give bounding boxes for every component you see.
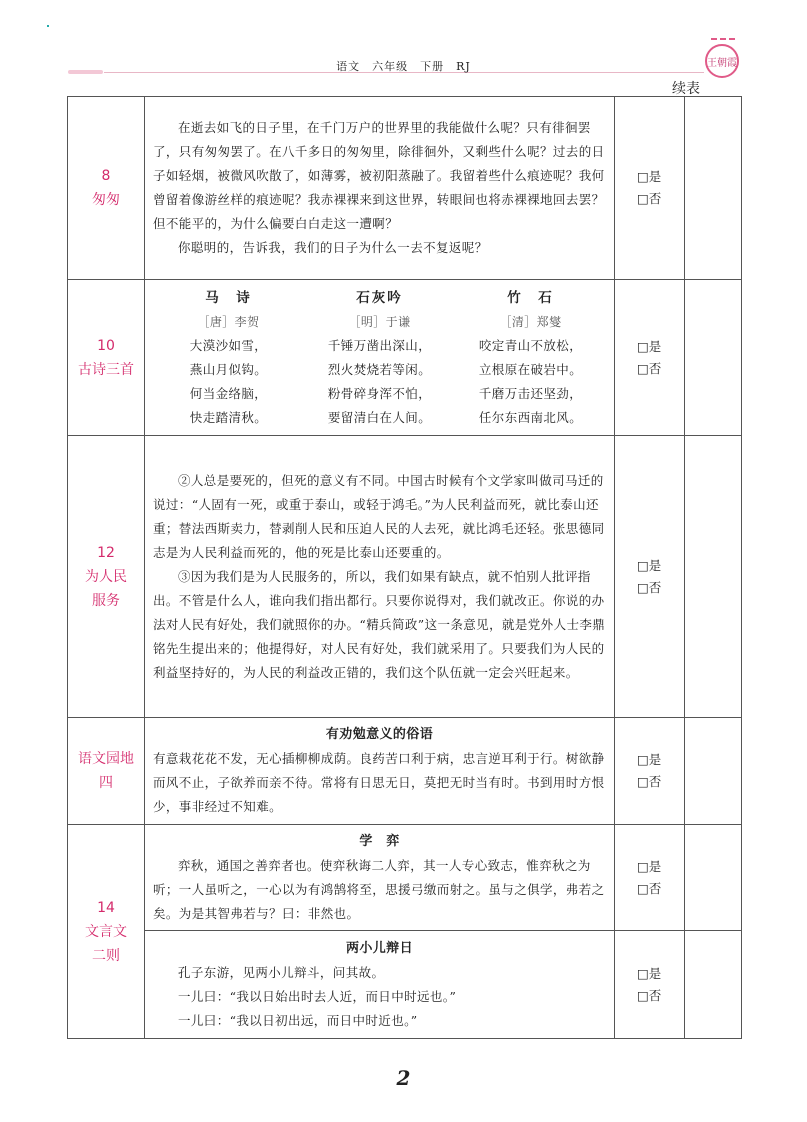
poem-line: 千磨万击还坚劲， [478, 385, 583, 401]
table-row [68, 436, 742, 718]
lesson-number: 10 [97, 337, 115, 354]
checkbox-no[interactable]: □否 [637, 880, 662, 896]
checkbox-yes[interactable]: □是 [637, 965, 662, 981]
continued-label: 续表 [672, 81, 700, 97]
poem-line: 何当金络脑， [189, 385, 268, 401]
passage-paragraph: 你聪明的，告诉我，我们的日子为什么一去不复返呢？ [178, 240, 488, 255]
checkbox-no[interactable]: □否 [637, 774, 662, 789]
poem-line: 任尔东西南北风。 [478, 409, 583, 425]
passage-cell [145, 436, 615, 718]
lesson-title: 服务 [92, 592, 120, 609]
poem-line: 要留清白在人间。 [327, 409, 432, 425]
passage-paragraph: ③因为我们是为人民服务的，所以，我们如果有缺点，就不怕别人批评指出。不管是什么人，谁向我们指出都行。只要你说得对，我们就改正。你说的办法对人民有好处，我们就照你的办。“精兵简政”这一条意见，就是党外人士李鼎铭先生提出来的；他提得好，对人民有好处，我们就采用了。只要我们为人民的利益坚持好的，为人民的利益改正错的，我们这个队伍就一定会兴旺起来。 [153, 568, 606, 680]
section-title: 学 弈 [359, 833, 400, 849]
section-title: 两小儿辩日 [345, 940, 413, 956]
passage-paragraph: 有意栽花花不发，无心插柳柳成荫。良药苦口利于病，忠言逆耳利于行。树欲静而风不止，子欲养而亲不待。常将有日思无日，莫把无时当有时。书到用时方恨少，事非经过不知难。 [153, 751, 605, 814]
checkbox-yes[interactable]: □是 [637, 752, 662, 767]
table-row [68, 97, 742, 280]
poem-title: 石灰吟 [356, 289, 403, 306]
checkbox-cell [615, 280, 685, 436]
checkbox-no[interactable]: □否 [637, 579, 662, 595]
blank-cell [685, 280, 742, 436]
lesson-title: 语文园地 [78, 751, 134, 767]
passage-line: 一儿曰：“我以日始出时去人近，而日中时远也。” [178, 988, 457, 1004]
poem-line: 燕山月似钩。 [189, 361, 268, 377]
poem-author: ［唐］李贺 [197, 314, 260, 329]
lesson-label [68, 436, 145, 718]
lesson-number: 12 [97, 544, 115, 561]
checkbox-cell [615, 718, 685, 825]
lesson-number: 8 [101, 168, 111, 184]
blank-cell [685, 825, 742, 931]
poem-line: 快走踏清秋。 [189, 409, 268, 425]
lesson-number: 14 [97, 899, 115, 916]
passage-paragraph: 弈秋，通国之善弈者也。使弈秋诲二人弈，其一人专心致志，惟弈秋之为听；一人虽听之，一心以为有鸿鹄将至，思援弓缴而射之。虽与之俱学，弗若之矣。为是其智弗若与？曰：非然也。 [153, 857, 605, 921]
publisher-logo [705, 44, 739, 78]
blank-cell [685, 718, 742, 825]
blank-cell [685, 436, 742, 718]
checkbox-cell [615, 97, 685, 280]
passage-cell [145, 931, 615, 1039]
checkbox-yes[interactable]: □是 [637, 557, 662, 573]
lesson-title: 为人民 [85, 568, 127, 585]
poem-author: ［清］郑燮 [499, 314, 562, 329]
blank-cell [685, 97, 742, 280]
poem-line: 千锤万凿出深山， [327, 337, 432, 353]
poem-title: 马 诗 [205, 289, 252, 306]
passage-cell [145, 825, 615, 931]
lesson-title: 文言文 [85, 923, 127, 940]
passage-line: 一儿曰：“我以日初出远，而日中时近也。” [178, 1012, 418, 1028]
checkbox-no[interactable]: □否 [637, 987, 662, 1003]
poem-line: 大漠沙如雪， [189, 337, 268, 353]
page-number: 2 [396, 1066, 411, 1090]
checkbox-cell [615, 931, 685, 1039]
checkbox-yes[interactable]: □是 [637, 858, 662, 874]
passage-cell [145, 718, 615, 825]
lesson-label [68, 718, 145, 825]
table-row [68, 825, 742, 931]
blank-cell [685, 931, 742, 1039]
lesson-title: 四 [99, 775, 113, 791]
table-row [68, 718, 742, 825]
review-table [67, 96, 742, 1039]
table-row [68, 931, 742, 1039]
poem-line: 烈火焚烧若等闲。 [327, 361, 432, 377]
checkbox-no[interactable]: □否 [637, 191, 662, 206]
table-row [68, 280, 742, 436]
running-header: 语文 六年级 下册 RJ [336, 60, 471, 73]
checkbox-yes[interactable]: □是 [637, 338, 662, 354]
checkbox-yes[interactable]: □是 [637, 169, 662, 184]
checkbox-cell [615, 436, 685, 718]
poem [154, 286, 304, 430]
lesson-title: 二则 [92, 947, 120, 964]
checkbox-cell [615, 825, 685, 931]
passage-paragraph: 在逝去如飞的日子里，在千门万户的世界里的我能做什么呢？只有徘徊罢了，只有匆匆罢了。在八千多日的匆匆里，除徘徊外，又剩些什么呢？过去的日子如轻烟，被微风吹散了，如薄雾，被初阳蒸融了。我留着些什么痕迹呢？我何曾留着像游丝样的痕迹呢？我赤裸裸来到这世界，转眼间也将赤裸裸地回去罢？但不能平的，为什么偏要白白走这一遭啊？ [153, 120, 605, 231]
lesson-title: 古诗三首 [78, 361, 134, 378]
passage-cell [145, 280, 615, 436]
poem-line: 立根原在破岩中。 [478, 361, 583, 377]
lesson-title: 匆匆 [92, 192, 120, 208]
scan-dot [47, 25, 49, 27]
lesson-label [68, 97, 145, 280]
poem-line: 粉骨碎身浑不怕， [327, 385, 432, 401]
passage-paragraph: ②人总是要死的，但死的意义有不同。中国古时候有个文学家叫做司马迁的说过：“人固有一死，或重于泰山，或轻于鸿毛。”为人民利益而死，就比泰山还重；替法西斯卖力，替剥削人民和压迫人民的人去死，就比鸿毛还轻。张思德同志是为人民利益而死的，他的死是比泰山还要重的。 [153, 472, 605, 560]
section-title: 有劝勉意义的俗语 [325, 727, 434, 742]
passage-cell [145, 97, 615, 280]
lesson-label [68, 280, 145, 436]
checkbox-no[interactable]: □否 [637, 360, 662, 376]
logo-text: 王朝霞 [707, 57, 737, 69]
poem-title: 竹 石 [507, 289, 554, 306]
poem-author: ［明］于谦 [348, 314, 411, 329]
poem-line: 咬定青山不放松， [478, 337, 583, 353]
poem-group [153, 286, 606, 430]
passage-line: 孔子东游，见两小儿辩斗，问其故。 [178, 964, 385, 980]
lesson-label [68, 825, 145, 1039]
poem [456, 286, 606, 430]
poem [305, 286, 455, 430]
